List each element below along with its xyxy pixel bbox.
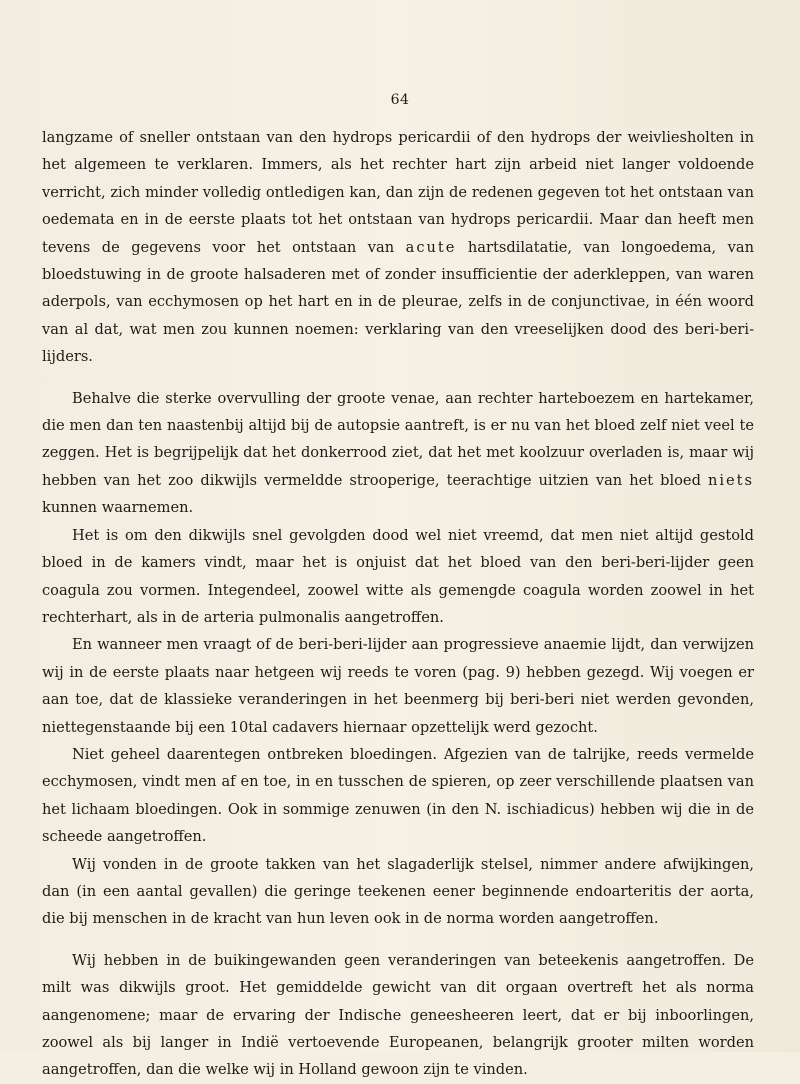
paragraph-2-emphasis: niets [707, 471, 754, 489]
paragraph-7 [42, 947, 754, 1084]
page-number: 64 [390, 92, 410, 108]
paragraph-4 [42, 631, 754, 741]
paragraph-2-text-after: kunnen waarnemen. [42, 499, 194, 517]
paragraph-7-text: Wij hebben in de buikingewanden geen veranderingen van beteekenis aangetroffen. De milt was dikwijls groot. Het gemiddelde gewicht van dit orgaan overtreft het als norma aangenomene; maar de ervaring der Indische geneesheeren leert, dat er bij inboorlingen, zoowel als bij langer in Indië vertoevende Europeanen, belangrijk grooter milten worden aangetroffen, dan die welke wij in Holland gewoon zijn te vinden. [42, 951, 754, 1079]
paragraph-6 [42, 851, 754, 933]
paragraph-6-text: Wij vonden in de groote takken van het slagaderlijk stelsel, nimmer andere afwijkingen, dan (in een aantal gevallen) die geringe teekenen eener beginnende endoarteritis der aorta, die bij menschen in de kracht van hun leven ook in de norma worden aangetroffen. [42, 855, 754, 928]
paragraph-5-text: Niet geheel daarentegen ontbreken bloedingen. Afgezien van de talrijke, reeds vermelde ecchymosen, vindt men af en toe, in en tusschen de spieren, op zeer verschillende plaatsen van het lichaam bloedingen. Ook in sommige zenuwen (in den N. ischiadicus) hebben wij die in de scheede aangetroffen. [42, 745, 754, 846]
paragraph-5 [42, 741, 754, 851]
paragraph-1 [42, 124, 754, 371]
paragraph-2-text: Behalve die sterke overvulling der groote venae, aan rechter harteboezem en hartekamer, die men dan ten naastenbij altijd bij de autopsie aantreft, is er nu van het bloed zelf niet veel te zeggen. Het is begrijpelijk dat het donkerrood ziet, dat het met koolzuur overladen is, maar wij hebben van het zoo dikwijls vermeldde strooperige, teerachtige uitzien van het bloed [42, 389, 754, 489]
paragraph-4-text: En wanneer men vraagt of de beri-beri-lijder aan progressieve anaemie lijdt, dan verwijzen wij in de eerste plaats naar hetgeen wij reeds te voren (pag. 9) hebben gezegd. Wij voegen er aan toe, dat de klassieke veranderingen in het beenmerg bij beri-beri niet werden gevonden, niettegenstaande bij een 10tal cadavers hiernaar opzettelijk werd gezocht. [42, 636, 754, 736]
paragraph-1-text-after: hartsdilatatie, van longoedema, van bloedstuwing in de groote halsaderen met of zonder insufficientie der aderkleppen, van waren aderpols, van ecchymosen op het hart en in de pleurae, zelfs in de conjunctivae, in één woord van al dat, wat men zou kunnen noemen: verklaring van den vreeselijken dood des beri-beri-lijders. [42, 238, 754, 366]
body-text [42, 124, 754, 1084]
paragraph-1-text: langzame of sneller ontstaan van den hydrops pericardii of den hydrops der weivliesholten in het algemeen te verklaren. Immers, als het rechter hart zijn arbeid niet langer voldoende verricht, zich minder volledig ontledigen kan, dan zijn de redenen gegeven tot het ontstaan van oedemata en in de eerste plaats tot het ontstaan van hydrops pericardii. Maar dan heeft men tevens de gegevens voor het ontstaan van [42, 129, 754, 256]
paragraph-3 [42, 522, 754, 632]
paragraph-2 [42, 385, 754, 522]
paragraph-1-emphasis: acute [405, 238, 457, 256]
paragraph-3-text: Het is om den dikwijls snel gevolgden dood wel niet vreemd, dat men niet altijd gestold bloed in de kamers vindt, maar het is onjuist dat het bloed van den beri-beri-lijder geen coagula zou vormen. Integendeel, zoowel witte als gemengde coagula worden zoowel in het rechterhart, als in de arteria pulmonalis aangetroffen. [42, 526, 754, 626]
